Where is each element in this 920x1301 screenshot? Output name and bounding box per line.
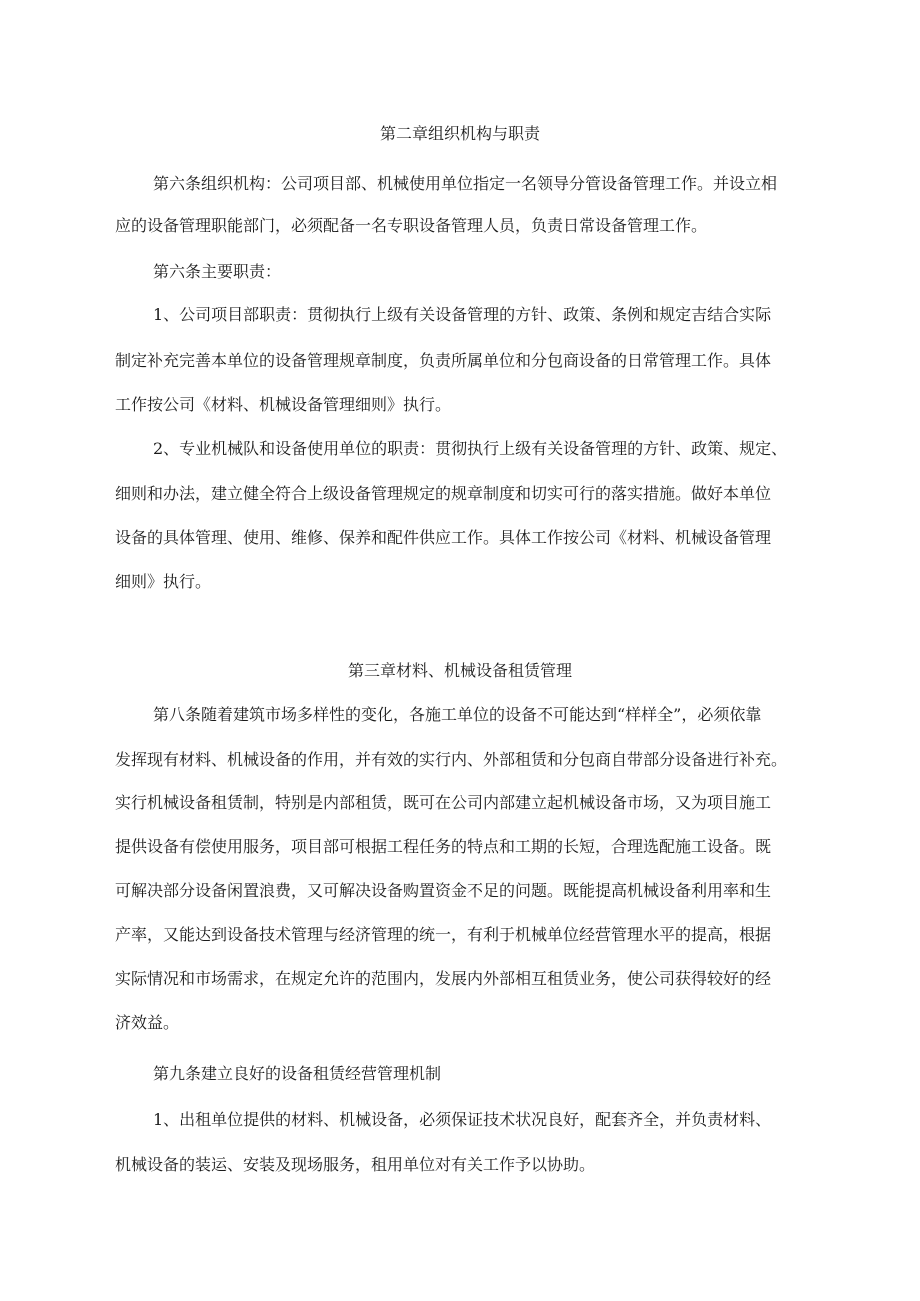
- chapter-2-title: 第二章组织机构与职责: [379, 124, 540, 143]
- duty-2-line-4: 细则》执行。: [115, 572, 212, 591]
- article-8-line-4: 提供设备有偿使用服务，项目部可根据工程任务的特点和工期的长短，合理选配施工设备。既: [115, 837, 772, 856]
- article-8-line-1: 第八条随着建筑市场多样性的变化，各施工单位的设备不可能达到“样样全”，必须依靠: [153, 705, 762, 724]
- article-8-line-6: 产率，又能达到设备技术管理与经济管理的统一，有利于机械单位经营管理水平的提高，根据: [115, 925, 772, 944]
- article-9-heading: 第九条建立良好的设备租赁经营管理机制: [153, 1064, 442, 1083]
- duty-1-line-2: 制定补充完善本单位的设备管理规章制度，负责所属单位和分包商设备的日常管理工作。具体: [115, 351, 772, 370]
- duty-2-line-3: 设备的具体管理、使用、维修、保养和配件供应工作。具体工作按公司《材料、机械设备管理: [115, 528, 772, 547]
- duty-1-line-1: 1、公司项目部职责：贯彻执行上级有关设备管理的方针、政策、条例和规定吉结合实际: [153, 305, 772, 324]
- article-9-item-1-line-1: 1、出租单位提供的材料、机械设备，必须保证技术状况良好，配套齐全，并负责材料、: [153, 1110, 772, 1129]
- article-6-duties-heading: 第六条主要职责：: [153, 262, 282, 281]
- article-6-org-line-1: 第六条组织机构：公司项目部、机械使用单位指定一名领导分管设备管理工作。并设立相: [153, 174, 778, 193]
- article-8-line-8: 济效益。: [115, 1013, 180, 1032]
- chapter-3-title: 第三章材料、机械设备租赁管理: [347, 661, 572, 680]
- article-8-line-2: 发挥现有材料、机械设备的作用，并有效的实行内、外部租赁和分包商自带部分设备进行补充。: [115, 750, 788, 769]
- article-8-line-3: 实行机械设备租赁制，特别是内部租赁，既可在公司内部建立起机械设备市场，又为项目施工: [115, 793, 772, 812]
- duty-2-line-1: 2、专业机械队和设备使用单位的职责：贯彻执行上级有关设备管理的方针、政策、规定、: [153, 439, 788, 458]
- duty-2-line-2: 细则和办法，建立健全符合上级设备管理规定的规章制度和切实可行的落实措施。做好本单位: [115, 484, 772, 503]
- article-8-line-7: 实际情况和市场需求，在规定允许的范围内，发展内外部相互租赁业务，使公司获得较好的经: [115, 969, 772, 988]
- article-9-item-1-line-2: 机械设备的装运、安装及现场服务，租用单位对有关工作予以协助。: [115, 1155, 596, 1174]
- article-8-line-5: 可解决部分设备闲置浪费，又可解决设备购置资金不足的问题。既能提高机械设备利用率和生: [115, 881, 772, 900]
- duty-1-line-3: 工作按公司《材料、机械设备管理细则》执行。: [115, 395, 452, 414]
- article-6-org-line-2: 应的设备管理职能部门，必须配备一名专职设备管理人员，负责日常设备管理工作。: [115, 216, 708, 235]
